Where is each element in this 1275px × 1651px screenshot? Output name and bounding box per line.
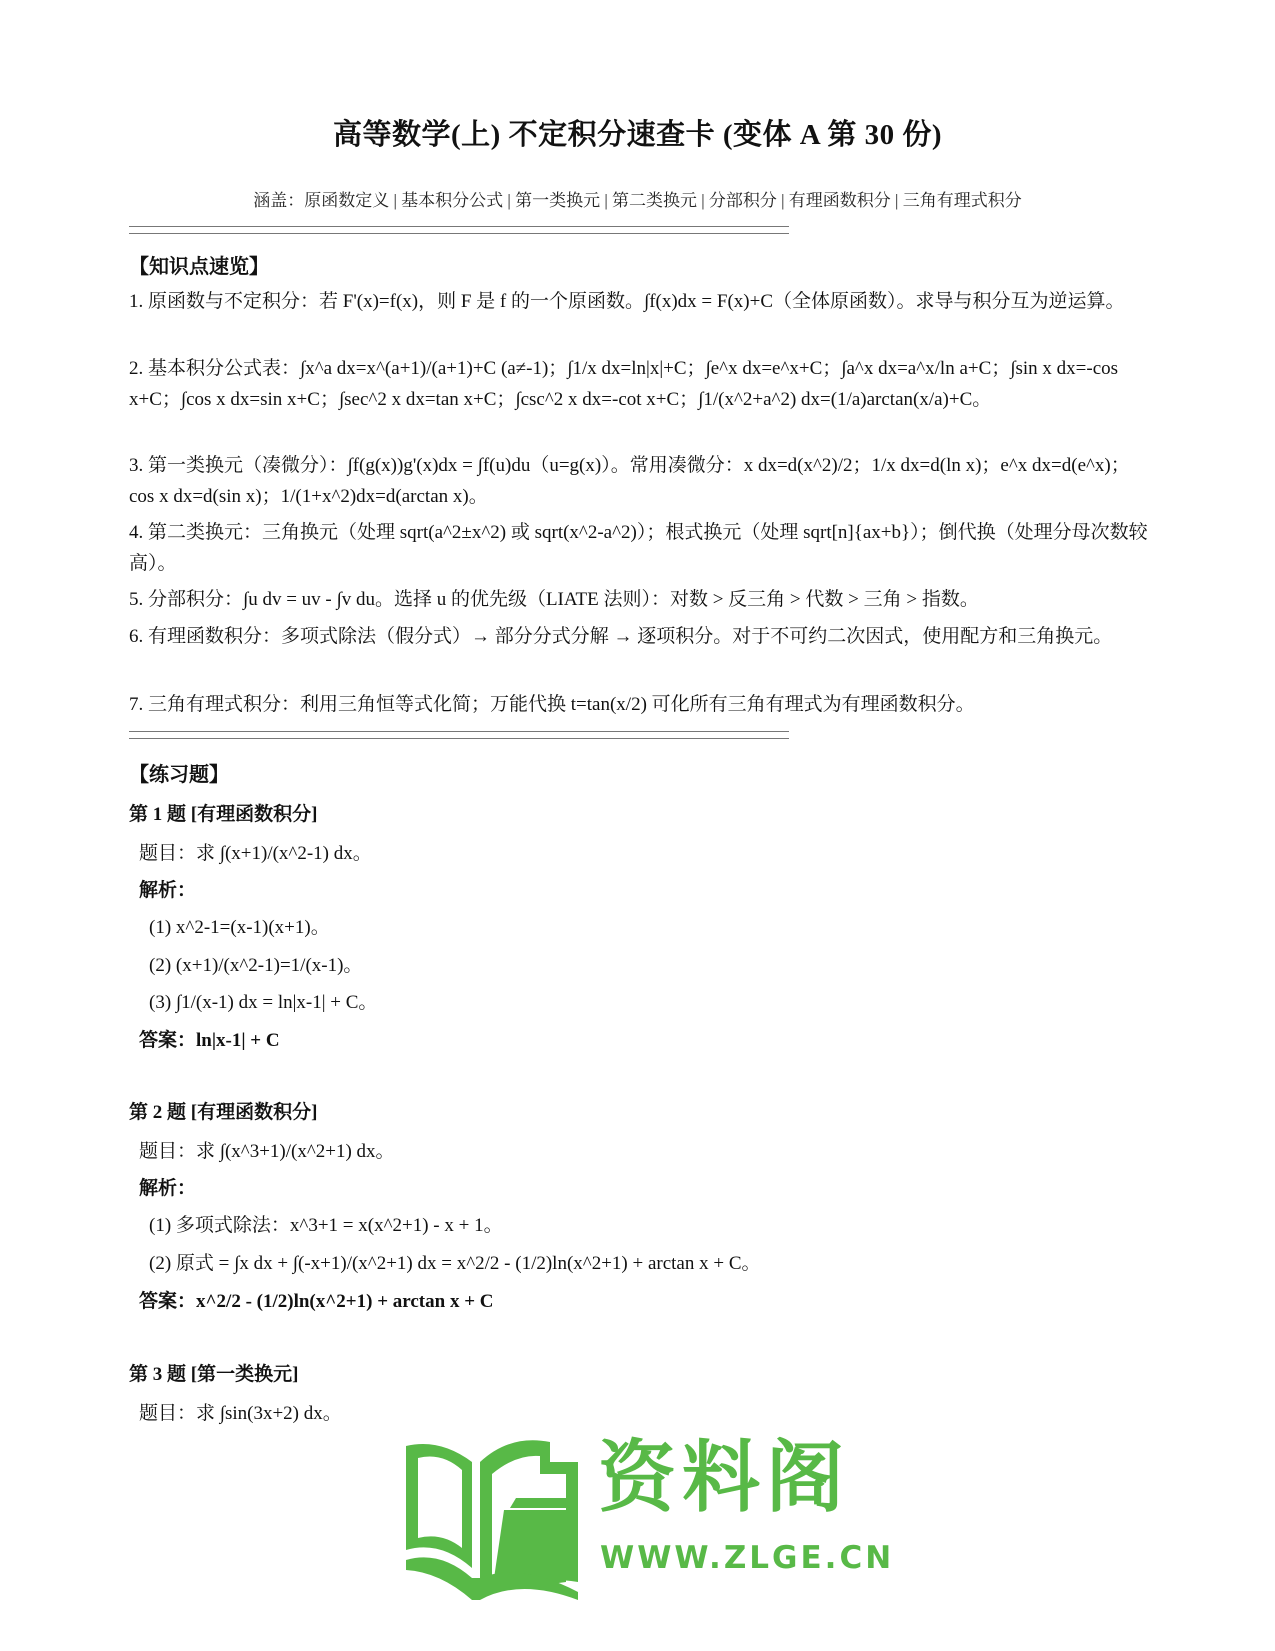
question-prompt: 题目：求 ∫sin(3x+2) dx。	[139, 1403, 342, 1424]
answer-text: 答案：ln|x-1| + C	[139, 1030, 280, 1051]
knowledge-item: 4. 第二类换元：三角换元（处理 sqrt(a^2±x^2) 或 sqrt(x^2-a^2)）；根式换元（处理 sqrt[n]{ax+b}）；倒代换（处理分母次数较高）。	[129, 522, 1148, 574]
answer-text: 答案：x^2/2 - (1/2)ln(x^2+1) + arctan x + C	[139, 1291, 494, 1312]
question-prompt: 题目：求 ∫(x^3+1)/(x^2+1) dx。	[139, 1141, 395, 1162]
solution-step: (1) x^2-1=(x-1)(x+1)。	[149, 917, 330, 938]
knowledge-item: 6. 有理函数积分：多项式除法（假分式）→ 部分分式分解 → 逐项积分。对于不可约二次因式，使用配方和三角换元。	[129, 626, 1113, 647]
watermark-name: 资料阁	[598, 1433, 851, 1523]
divider-middle	[129, 731, 789, 739]
question-header: 第 2 题 [有理函数积分]	[129, 1102, 318, 1123]
solution-step: (1) 多项式除法：x^3+1 = x(x^2+1) - x + 1。	[149, 1215, 503, 1236]
watermark-url: WWW.ZLGE.CN	[600, 1540, 895, 1576]
question-prompt: 题目：求 ∫(x+1)/(x^2-1) dx。	[139, 843, 372, 864]
page-subtitle: 涵盖：原函数定义 | 基本积分公式 | 第一类换元 | 第二类换元 | 分部积分 | 有理函数积分 | 三角有理式积分	[253, 191, 1022, 210]
book-logo-icon	[400, 1432, 590, 1602]
question-header: 第 3 题 [第一类换元]	[129, 1364, 299, 1385]
practice-heading: 【练习题】	[129, 764, 229, 786]
knowledge-item: 2. 基本积分公式表：∫x^a dx=x^(a+1)/(a+1)+C (a≠-1)；∫1/x dx=ln|x|+C；∫e^x dx=e^x+C；∫a^x dx=a^x/ln a+C；∫sin x dx=-cos x+C；∫cos x dx=sin x+C；∫sec^2 x dx=tan x+C；∫csc^2 x dx=-cot x+C；∫1/(x^2+a^2) dx=(1/a)arctan(x/a)+C。	[129, 358, 1119, 410]
page-title: 高等数学(上) 不定积分速查卡 (变体 A 第 30 份)	[333, 119, 942, 151]
solution-step: (3) ∫1/(x-1) dx = ln|x-1| + C。	[149, 992, 378, 1013]
question-header: 第 1 题 [有理函数积分]	[129, 804, 318, 825]
analysis-label: 解析：	[139, 1178, 197, 1199]
knowledge-item: 5. 分部积分：∫u dv = uv - ∫v du。选择 u 的优先级（LIATE 法则）：对数 > 反三角 > 代数 > 三角 > 指数。	[129, 589, 979, 610]
watermark	[400, 1432, 895, 1602]
knowledge-heading: 【知识点速览】	[129, 256, 269, 278]
knowledge-item: 7. 三角有理式积分：利用三角恒等式化简；万能代换 t=tan(x/2) 可化所有三角有理式为有理函数积分。	[129, 694, 975, 715]
divider-top	[129, 226, 789, 234]
solution-step: (2) 原式 = ∫x dx + ∫(-x+1)/(x^2+1) dx = x^2/2 - (1/2)ln(x^2+1) + arctan x + C。	[149, 1253, 761, 1274]
knowledge-item: 3. 第一类换元（凑微分）：∫f(g(x))g'(x)dx = ∫f(u)du（u=g(x)）。常用凑微分：x dx=d(x^2)/2；1/x dx=d(ln x)；e^x dx=d(e^x)；cos x dx=d(sin x)；1/(1+x^2)dx=d(arctan x)。	[129, 455, 1130, 507]
solution-step: (2) (x+1)/(x^2-1)=1/(x-1)。	[149, 955, 363, 976]
analysis-label: 解析：	[139, 880, 197, 901]
knowledge-item: 1. 原函数与不定积分：若 F'(x)=f(x)，则 F 是 f 的一个原函数。∫f(x)dx = F(x)+C（全体原函数）。求导与积分互为逆运算。	[129, 291, 1125, 312]
